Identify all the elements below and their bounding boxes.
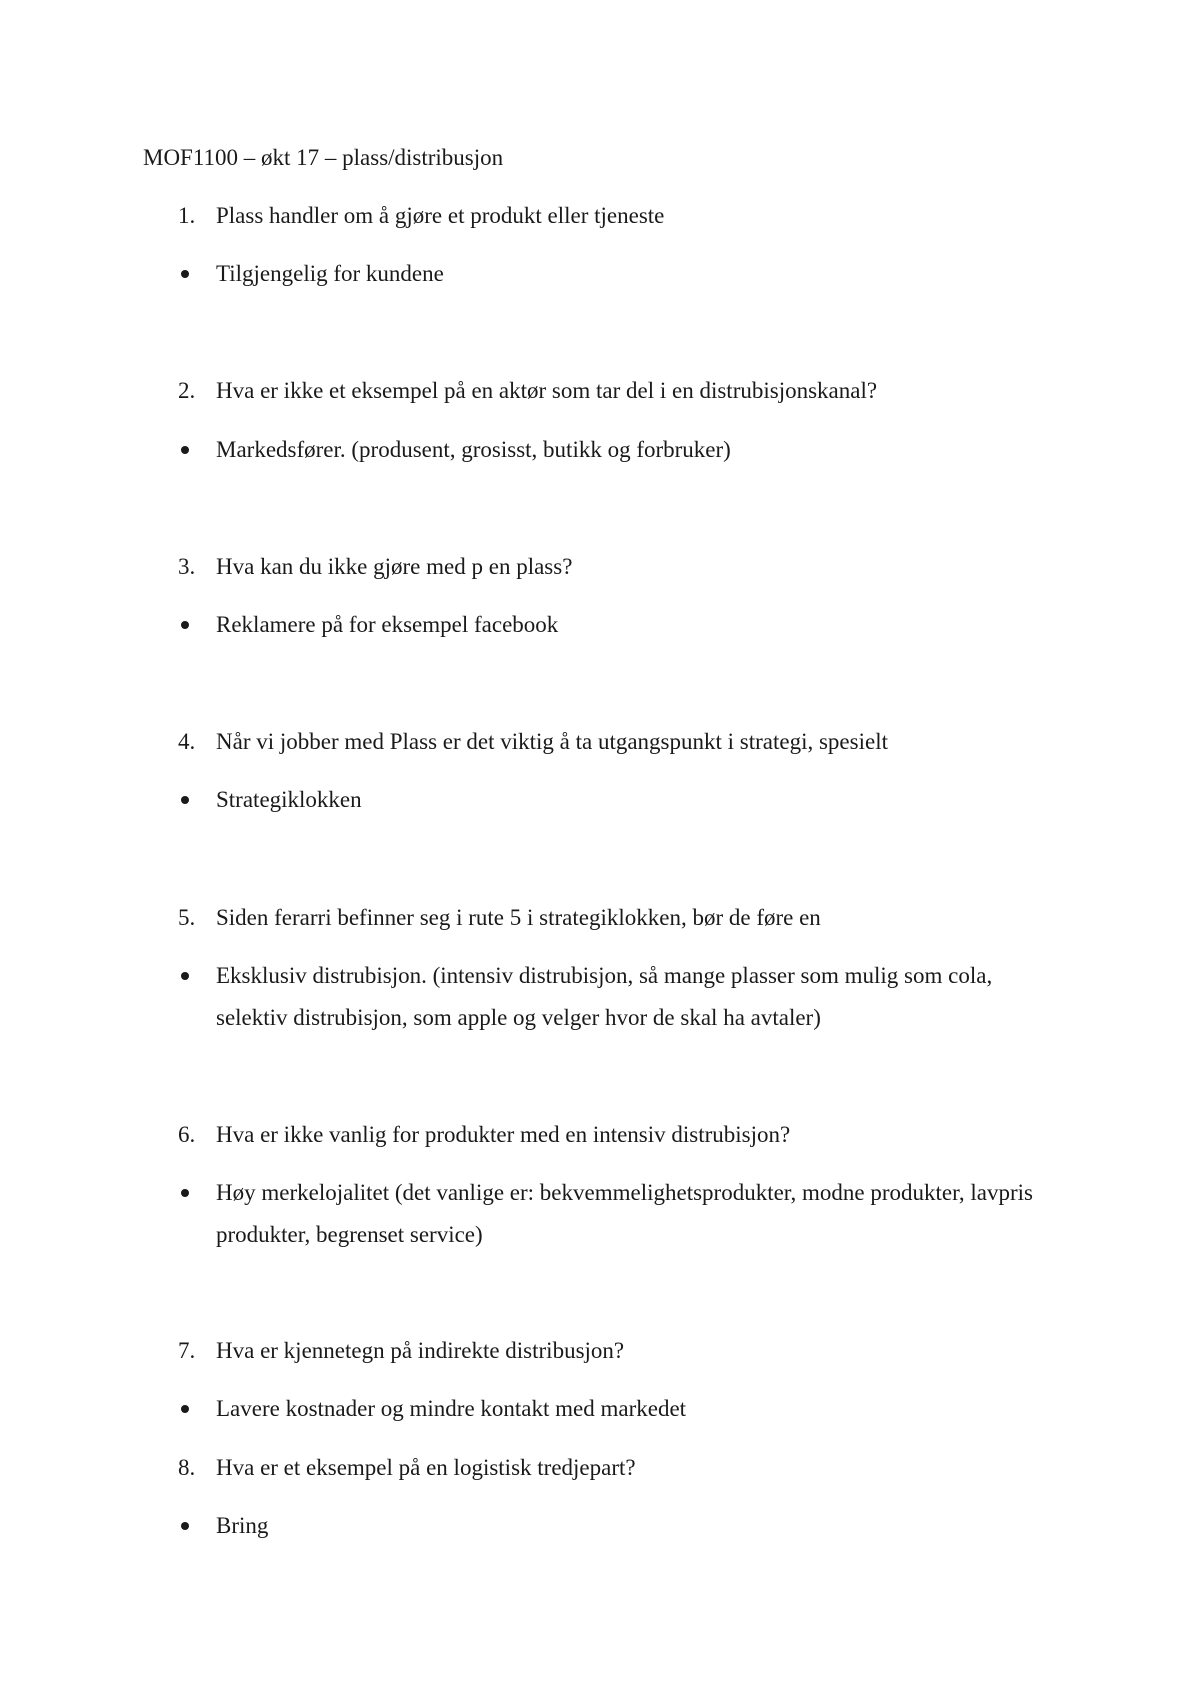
item-number: 6. <box>178 1122 196 1147</box>
bullet-icon <box>181 1405 189 1413</box>
question-text: Hva er kjennetegn på indirekte distribusjon? <box>216 1338 625 1363</box>
bullet-icon <box>181 796 189 804</box>
answer-text: Markedsfører. (produsent, grosisst, butikk og forbruker) <box>216 437 731 462</box>
item-number: 7. <box>178 1338 196 1363</box>
item-number: 2. <box>178 378 196 403</box>
question-text: Siden ferarri befinner seg i rute 5 i strategiklokken, bør de føre en <box>216 905 821 930</box>
bullet-icon <box>181 1189 189 1197</box>
bullet-icon <box>181 972 189 980</box>
question-text: Når vi jobber med Plass er det viktig å ta utgangspunkt i strategi, spesielt <box>216 729 888 754</box>
answer-text: Høy merkelojalitet (det vanlige er: bekvemmelighetsprodukter, modne produkter, lavpris produkter, begrenset service) <box>216 1180 1033 1247</box>
item-number: 5. <box>178 905 196 930</box>
bullet-icon <box>181 270 189 278</box>
item-number: 8. <box>178 1455 196 1480</box>
answer-text: Strategiklokken <box>216 787 362 812</box>
item-number: 4. <box>178 729 196 754</box>
document-title: MOF1100 – økt 17 – plass/distribusjon <box>143 145 504 170</box>
answer-text: Eksklusiv distrubisjon. (intensiv distrubisjon, så mange plasser som mulig som cola, selektiv distrubisjon, som apple og velger hvor de skal ha avtaler) <box>216 963 993 1030</box>
bullet-icon <box>181 1522 189 1530</box>
answer-text: Lavere kostnader og mindre kontakt med markedet <box>216 1396 687 1421</box>
bullet-icon <box>181 621 189 629</box>
answer-text: Bring <box>216 1513 269 1538</box>
question-text: Hva er et eksempel på en logistisk tredjepart? <box>216 1455 636 1480</box>
bullet-icon <box>181 446 189 454</box>
question-text: Hva er ikke et eksempel på en aktør som tar del i en distrubisjonskanal? <box>216 378 878 403</box>
item-number: 3. <box>178 554 196 579</box>
question-text: Hva kan du ikke gjøre med p en plass? <box>216 554 573 579</box>
question-text: Plass handler om å gjøre et produkt eller tjeneste <box>216 203 665 228</box>
item-number: 1. <box>178 203 196 228</box>
question-text: Hva er ikke vanlig for produkter med en intensiv distrubisjon? <box>216 1122 791 1147</box>
answer-text: Tilgjengelig for kundene <box>216 261 444 286</box>
answer-text: Reklamere på for eksempel facebook <box>216 612 559 637</box>
